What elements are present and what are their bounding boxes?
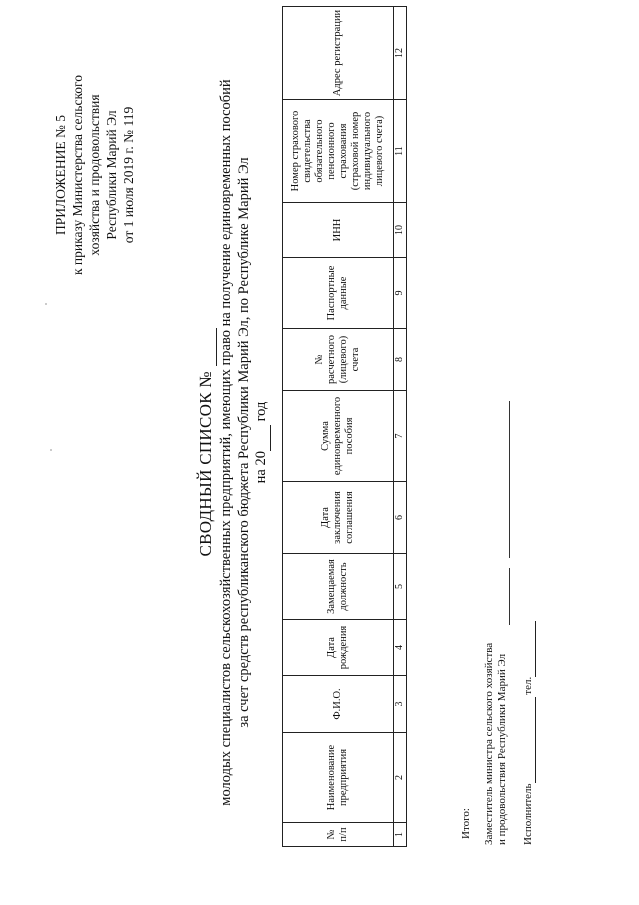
- name-line: [509, 401, 510, 558]
- year-prefix: на 20: [253, 451, 269, 484]
- header-cell: Наименование предприятия: [283, 733, 394, 823]
- column-number-row: [394, 7, 407, 847]
- annex-line: хозяйства и продовольствия: [87, 94, 102, 256]
- column-number-cell: 4: [394, 620, 407, 676]
- header-cell: Номер страхового свидетельства обязательного пенсионного страхования (страховой номер индивидуального лицевого счета): [283, 100, 394, 203]
- column-number-cell: 7: [394, 391, 407, 482]
- document-subtitle: молодых специалистов сельскохозяйственных предприятий, имеющих право на получение единовременных пособий: [218, 79, 234, 806]
- document-title: [196, 40, 217, 845]
- column-number-cell: 5: [394, 554, 407, 620]
- column-number-cell: 11: [394, 100, 407, 203]
- column-number-cell: 10: [394, 203, 407, 258]
- signer-block: [483, 643, 509, 845]
- annex-line: к приказу Министерства сельского: [70, 74, 85, 276]
- document-heading: [196, 40, 271, 845]
- signer-line: Заместитель министра сельского хозяйства: [483, 642, 495, 845]
- year-blank: [253, 425, 271, 451]
- phone-blank: [522, 621, 536, 677]
- table-header-row: [283, 7, 394, 847]
- phone-label: тел.: [522, 676, 534, 695]
- header-cell: Ф.И.О.: [283, 676, 394, 733]
- header-cell: ИНН: [283, 203, 394, 258]
- header-cell: Дата рождения: [283, 620, 394, 676]
- scan-speck: [50, 449, 52, 451]
- column-number-cell: 8: [394, 329, 407, 391]
- header-cell: Замещаемая должность: [283, 554, 394, 620]
- annex-line: Республики Марий Эл: [104, 110, 119, 240]
- document-subtitle-2: за счет средств республиканского бюджета Республики Марий Эл, по Республике Марий Эл: [236, 157, 252, 728]
- signer-line: и продовольствия Республики Марий Эл: [496, 653, 508, 845]
- column-number-cell: 1: [394, 823, 407, 847]
- scan-speck: [45, 303, 47, 305]
- header-cell: Дата заключения соглашения: [283, 482, 394, 554]
- header-cell: Паспортные данные: [283, 258, 394, 329]
- executor-label: Исполнитель: [522, 783, 534, 845]
- year-suffix: год: [253, 401, 269, 422]
- header-cell: № п/п: [283, 823, 394, 847]
- header-cell: Адрес регистрации: [283, 7, 394, 100]
- column-number-cell: 9: [394, 258, 407, 329]
- signature-line: [509, 568, 510, 625]
- column-number-cell: 3: [394, 676, 407, 733]
- executor-block: [522, 621, 536, 845]
- summary-table: [282, 6, 407, 847]
- header-cell: Сумма единовременного пособия: [283, 391, 394, 482]
- total-label: Итого:: [460, 808, 472, 839]
- title-text: СВОДНЫЙ СПИСОК №: [196, 371, 215, 557]
- column-number-cell: 2: [394, 733, 407, 823]
- column-number-cell: 6: [394, 482, 407, 554]
- annex-order-date: от 1 июля 2019 г. № 119: [121, 106, 136, 244]
- annex-title: ПРИЛОЖЕНИЕ № 5: [53, 114, 68, 236]
- document-year: [253, 40, 271, 845]
- annex-block: [52, 15, 137, 335]
- column-number-cell: 12: [394, 7, 407, 100]
- executor-blank: [522, 697, 536, 783]
- list-number-blank: [196, 329, 217, 367]
- header-cell: № расчетного (лицевого) счета: [283, 329, 394, 391]
